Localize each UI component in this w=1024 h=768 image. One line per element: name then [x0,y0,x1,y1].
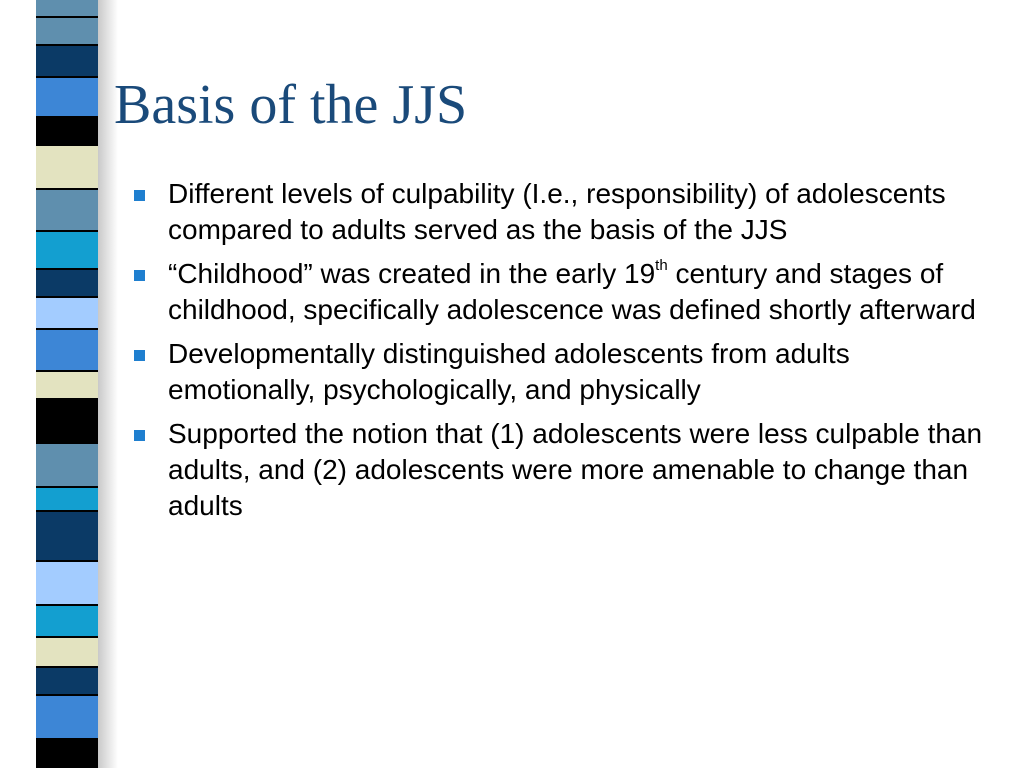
bullet-item [132,256,992,328]
stripe-bar [36,512,98,562]
bullet-list [132,176,992,532]
bullet-text: Supported the notion that (1) adolescents were less culpable than adults, and (2) adolescents were more amenable to change than adults [168,418,983,521]
bullet-text: Different levels of culpability (I.e., responsibility) of adolescents compared to adults served as the basis of the JJS [168,178,946,245]
stripe-bar [36,18,98,46]
square-bullet-icon [134,270,145,281]
superscript: th [655,257,668,274]
square-bullet-icon [134,190,145,201]
bullet-item [132,176,992,248]
bullet-text-part: “Childhood” was created in the early 19 [168,258,656,289]
stripe-bars [36,0,98,768]
stripe-bar [36,668,98,696]
bullet-text [168,258,976,325]
stripe-bar [36,330,98,372]
stripe-bar [36,270,98,298]
stripe-bar [36,46,98,78]
stripe-bar [36,696,98,740]
bullet-item [132,336,992,408]
stripe-bar [36,740,98,768]
square-bullet-icon [134,350,145,361]
stripe-bar [36,562,98,606]
stripe-bar [36,444,98,488]
stripe-bar [36,638,98,668]
stripe-bar [36,488,98,512]
bullet-text: Developmentally distinguished adolescents from adults emotionally, psychologically, and physically [168,338,850,405]
slide-title: Basis of the JJS [114,74,468,136]
bullet-text-part: century and stages of childhood, specifically adolescence was defined shortly afterward [168,258,976,325]
decorative-stripe-column [0,0,118,768]
stripe-bar [36,190,98,232]
stripe-bar [36,372,98,400]
stripe-bar [36,146,98,190]
square-bullet-icon [134,430,145,441]
stripe-bar [36,0,98,18]
stripe-bar [36,232,98,270]
stripe-bar [36,78,98,118]
stripe-bar [36,400,98,444]
stripe-bar [36,118,98,146]
bullet-item [132,416,992,524]
stripe-bar [36,298,98,330]
stripe-bar [36,606,98,638]
